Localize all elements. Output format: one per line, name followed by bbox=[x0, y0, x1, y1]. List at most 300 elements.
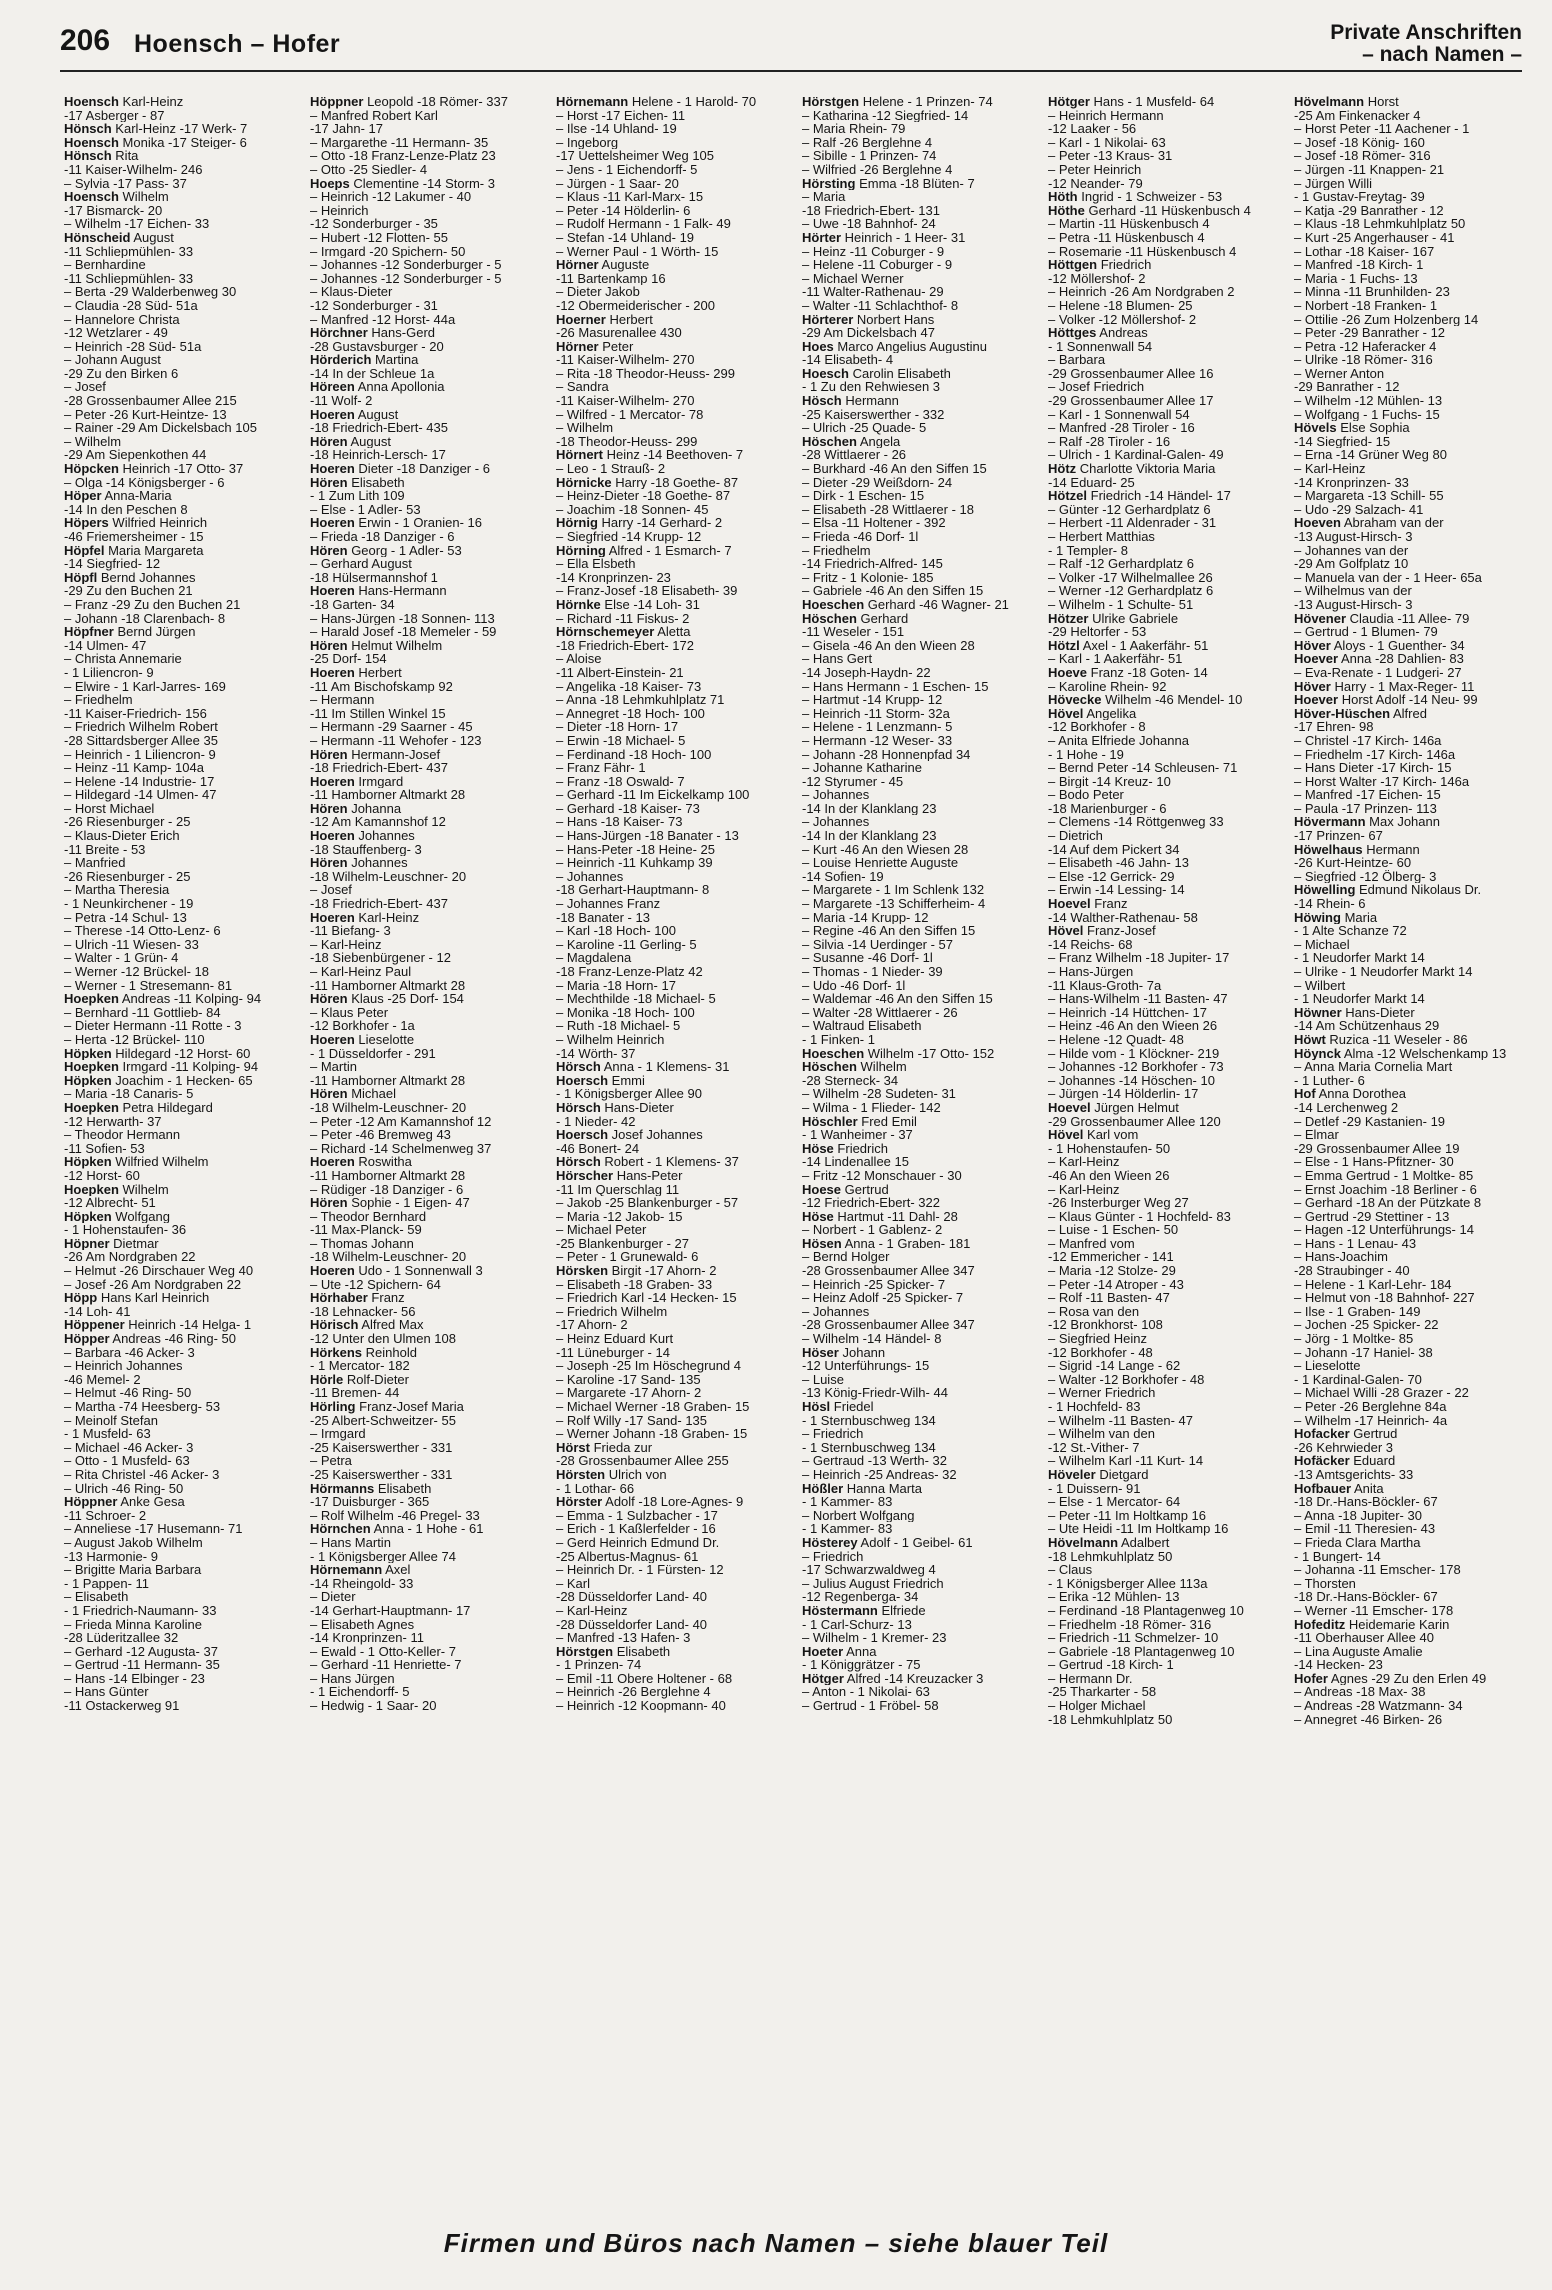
entry-text: – Volker -12 Möllershof- 2 bbox=[1048, 312, 1197, 327]
entry-text: - 1 Sternbuschweg 134 bbox=[802, 1413, 936, 1428]
entry-text: – Johannes bbox=[556, 869, 624, 884]
entry-text: – Ferdinand -18 Plantagenweg 10 bbox=[1048, 1603, 1244, 1618]
entry-text: – Michael Werner -18 Graben- 15 bbox=[556, 1400, 750, 1414]
entry-text: – Rudolf Hermann - 1 Falk- 49 bbox=[556, 217, 731, 231]
directory-entry bbox=[802, 1142, 1037, 1156]
entry-text: – Erna -14 Grüner Weg 80 bbox=[1294, 448, 1447, 463]
directory-entry-line bbox=[556, 177, 791, 191]
directory-entry-line bbox=[1048, 1441, 1283, 1455]
entry-text: – Elwire - 1 Karl-Jarres- 169 bbox=[64, 679, 226, 694]
directory-entry-line bbox=[802, 544, 1037, 558]
entry-surname: Hößler bbox=[802, 1481, 844, 1496]
directory-entry-line bbox=[1294, 530, 1529, 544]
directory-entry bbox=[1294, 707, 1529, 721]
entry-text: - 1 Mercator- 182 bbox=[310, 1359, 410, 1373]
directory-entry-line bbox=[1294, 231, 1529, 245]
directory-entry-line bbox=[1048, 1672, 1283, 1686]
entry-text: -29 Grossenbaumer Allee 16 bbox=[1048, 366, 1214, 381]
directory-entry bbox=[64, 122, 299, 136]
entry-text: -18 Franz-Lenze-Platz 42 bbox=[556, 965, 703, 979]
entry-text: Horst bbox=[1367, 95, 1399, 109]
entry-text: – Heinz -11 Coburger - 9 bbox=[802, 244, 945, 259]
directory-entry-line bbox=[1294, 788, 1529, 802]
directory-entry bbox=[310, 911, 545, 925]
directory-entry bbox=[310, 992, 545, 1006]
directory-entry-line bbox=[1294, 965, 1529, 979]
directory-entry-line bbox=[1048, 394, 1283, 408]
directory-entry-line bbox=[310, 693, 545, 707]
entry-text: – Sigrid -14 Lange - 62 bbox=[1048, 1359, 1181, 1373]
entry-text: – Maria -12 Stolze- 29 bbox=[1048, 1264, 1176, 1278]
directory-entry-line bbox=[1048, 1115, 1283, 1129]
directory-entry-line bbox=[802, 217, 1037, 231]
directory-entry-line bbox=[1048, 598, 1283, 612]
directory-entry-line bbox=[64, 1577, 299, 1591]
entry-text: -25 Blankenburger - 27 bbox=[556, 1236, 689, 1251]
directory-entry-line bbox=[556, 775, 791, 789]
entry-text: – Wolfgang - 1 Fuchs- 15 bbox=[1294, 407, 1440, 422]
entry-text: Anna -28 Dahlien- 83 bbox=[1340, 652, 1464, 666]
entry-text: – Jürgen -14 Hölderlin- 17 bbox=[1048, 1087, 1199, 1101]
directory-entry-line bbox=[64, 1658, 299, 1672]
entry-text: -28 Grossenbaumer Allee 347 bbox=[802, 1264, 975, 1278]
directory-entry-line bbox=[310, 1645, 545, 1659]
directory-entry-line bbox=[802, 924, 1037, 938]
entry-text: -28 Sittardsberger Allee 35 bbox=[64, 733, 218, 748]
entry-text: -13 Harmonie- 9 bbox=[64, 1549, 158, 1564]
entry-text: – Regine -46 An den Siffen 15 bbox=[802, 924, 976, 938]
entry-text: -18 Friedrich-Ebert- 435 bbox=[310, 421, 448, 435]
directory-entry-line bbox=[556, 666, 791, 680]
entry-text: -25 Albert-Schweitzer- 55 bbox=[310, 1413, 456, 1428]
entry-text: – Johannes -12 Borkhofer - 73 bbox=[1048, 1060, 1224, 1074]
entry-text: – Werner - 1 Stresemann- 81 bbox=[64, 978, 233, 993]
entry-surname: Hörnicke bbox=[556, 475, 612, 490]
entry-text: – Hartmut -14 Krupp- 12 bbox=[802, 693, 943, 707]
entry-text: Karl-Heinz -17 Werk- 7 bbox=[115, 122, 248, 136]
directory-entry-line bbox=[64, 829, 299, 843]
entry-text: -28 Sterneck- 34 bbox=[802, 1073, 899, 1088]
entry-text: -11 Schliepmühlen- 33 bbox=[64, 244, 194, 259]
entry-text: – Karl-Heinz bbox=[310, 937, 382, 952]
directory-entry-line bbox=[1048, 761, 1283, 775]
entry-text: - 1 Musfeld- 63 bbox=[64, 1427, 151, 1441]
directory-entry-line bbox=[802, 938, 1037, 952]
entry-text: Fred Emil bbox=[861, 1114, 917, 1129]
entry-text: -14 Sofien- 19 bbox=[802, 869, 884, 884]
directory-entry-line bbox=[64, 938, 299, 952]
entry-text: - 1 Luther- 6 bbox=[1294, 1073, 1365, 1088]
entry-text: – Franz Fähr- 1 bbox=[556, 761, 646, 775]
directory-entry bbox=[1294, 516, 1529, 530]
entry-text: -17 Schwarzwaldweg 4 bbox=[802, 1563, 936, 1577]
directory-entry-line bbox=[1048, 734, 1283, 748]
directory-entry bbox=[310, 95, 545, 109]
entry-text: – Bodo Peter bbox=[1048, 788, 1124, 802]
entry-surname: Höser bbox=[802, 1345, 839, 1360]
directory-entry bbox=[802, 177, 1037, 191]
directory-entry-line bbox=[1048, 1577, 1283, 1591]
entry-text: Peter bbox=[602, 339, 634, 354]
entry-text: – Margarete -13 Schifferheim- 4 bbox=[802, 897, 986, 911]
entry-text: – Bernd Holger bbox=[802, 1250, 890, 1265]
directory-entry-line bbox=[802, 1441, 1037, 1455]
directory-entry-line bbox=[1048, 965, 1283, 979]
directory-entry-line bbox=[64, 1590, 299, 1604]
entry-text: Helene - 1 Prinzen- 74 bbox=[862, 95, 993, 109]
directory-entry bbox=[310, 1318, 545, 1332]
directory-entry-line bbox=[556, 1427, 791, 1441]
entry-text: – Hans-Jürgen bbox=[1048, 965, 1134, 979]
entry-text: – Elmar bbox=[1294, 1128, 1339, 1142]
entry-text: – Barbara -46 Acker- 3 bbox=[64, 1345, 195, 1360]
entry-text: August bbox=[357, 407, 399, 422]
directory-entry-line bbox=[802, 951, 1037, 965]
entry-text: – Maria bbox=[802, 190, 846, 204]
entry-text: – Horst Walter -17 Kirch- 146a bbox=[1294, 774, 1470, 789]
entry-text: – Werner -12 Gerhardplatz 6 bbox=[1048, 584, 1214, 598]
directory-entry bbox=[64, 231, 299, 245]
directory-entry-line bbox=[1294, 217, 1529, 231]
entry-text: – Ralf -12 Gerhardplatz 6 bbox=[1048, 557, 1194, 571]
directory-entry-line bbox=[64, 1250, 299, 1264]
directory-entry-line bbox=[802, 1318, 1037, 1332]
entry-text: Angelika bbox=[1086, 706, 1137, 721]
directory-entry-line bbox=[556, 1658, 791, 1672]
entry-text: – Peter Heinrich bbox=[1048, 162, 1142, 177]
entry-text: – Silvia -14 Uerdinger - 57 bbox=[802, 937, 954, 952]
directory-entry-line bbox=[556, 1250, 791, 1264]
entry-surname: Hövel bbox=[1048, 1128, 1084, 1142]
entry-surname: Höpcken bbox=[64, 462, 119, 476]
entry-text: – Joseph -25 Im Höschegrund 4 bbox=[556, 1359, 741, 1373]
entry-text: Franz-Josef Maria bbox=[359, 1400, 464, 1414]
entry-text: -18 Garten- 34 bbox=[310, 597, 395, 612]
directory-entry-line bbox=[802, 1427, 1037, 1441]
entry-text: Martina bbox=[375, 353, 419, 367]
entry-text: – August Jakob Wilhelm bbox=[64, 1535, 203, 1550]
entry-text: -13 König-Friedr-Wilh- 44 bbox=[802, 1386, 948, 1400]
directory-entry bbox=[1048, 204, 1283, 218]
entry-text: – Johann -28 Honnenpfad 34 bbox=[802, 747, 971, 762]
entry-surname: Hötger bbox=[802, 1671, 844, 1686]
directory-entry-line bbox=[556, 802, 791, 816]
entry-text: – Jürgen Willi bbox=[1294, 176, 1373, 191]
directory-entry bbox=[310, 748, 545, 762]
entry-text: Anna - 1 Klemens- 31 bbox=[603, 1060, 730, 1074]
entry-surname: Hören bbox=[310, 543, 348, 558]
entry-surname: Hofer bbox=[1294, 1671, 1328, 1686]
entry-text: – Angelika -18 Kaiser- 73 bbox=[556, 679, 702, 694]
entry-surname: Hörterer bbox=[802, 312, 854, 327]
entry-text: -25 Kaiserswerther - 331 bbox=[310, 1440, 453, 1455]
entry-text: -26 Kehrwieder 3 bbox=[1294, 1440, 1393, 1455]
directory-entry-line bbox=[64, 788, 299, 802]
directory-entry-line bbox=[310, 843, 545, 857]
entry-text: – Siegfried -12 Ölberg- 3 bbox=[1294, 869, 1437, 884]
entry-text: – Franz -29 Zu den Buchen 21 bbox=[64, 597, 241, 612]
directory-entry-line bbox=[802, 1495, 1037, 1509]
directory-entry bbox=[802, 598, 1037, 612]
entry-text: – Anneliese -17 Husemann- 71 bbox=[64, 1522, 243, 1536]
directory-entry bbox=[310, 408, 545, 422]
directory-entry-line bbox=[556, 1006, 791, 1020]
directory-entry-line bbox=[556, 1183, 791, 1197]
entry-text: – Johannes -12 Sonderburger - 5 bbox=[310, 271, 502, 286]
entry-text: -12 Sonderburger - 35 bbox=[310, 217, 438, 231]
entry-text: Herbert bbox=[358, 665, 402, 680]
directory-entry-line bbox=[1294, 734, 1529, 748]
entry-text: -18 Lehnacker- 56 bbox=[310, 1304, 416, 1319]
entry-text: Friedel bbox=[833, 1400, 874, 1414]
entry-text: – Wilhelm -12 Mühlen- 13 bbox=[1294, 394, 1443, 408]
directory-entry-line bbox=[64, 870, 299, 884]
directory-entry bbox=[1294, 1618, 1529, 1632]
entry-text: – Heinrich -25 Andreas- 32 bbox=[802, 1467, 957, 1482]
entry-surname: Hövels bbox=[1294, 421, 1337, 435]
directory-entry-line bbox=[310, 788, 545, 802]
directory-entry-line bbox=[1048, 1250, 1283, 1264]
entry-text: – Dieter Jakob bbox=[556, 285, 640, 299]
entry-text: Wilhelm bbox=[122, 190, 169, 204]
directory-entry-line bbox=[802, 1291, 1037, 1305]
directory-entry-line bbox=[1294, 1060, 1529, 1074]
directory-entry-line bbox=[802, 1658, 1037, 1672]
entry-text: Hans-Gerd bbox=[371, 326, 435, 340]
directory-entry bbox=[1294, 843, 1529, 857]
entry-text: – Peter - 1 Grunewald- 6 bbox=[556, 1250, 699, 1265]
entry-text: – Lothar -18 Kaiser- 167 bbox=[1294, 244, 1435, 259]
directory-entry-line bbox=[802, 802, 1037, 816]
directory-entry-line bbox=[1294, 598, 1529, 612]
directory-entry-line bbox=[1048, 1414, 1283, 1428]
entry-text: -18 Hülsermannshof 1 bbox=[310, 570, 438, 585]
directory-entry-line bbox=[310, 1237, 545, 1251]
entry-text: – Horst -17 Eichen- 11 bbox=[556, 108, 686, 123]
directory-entry-line bbox=[1294, 775, 1529, 789]
directory-entry-line bbox=[310, 1019, 545, 1033]
entry-text: – Ralf -28 Tiroler - 16 bbox=[1048, 434, 1171, 449]
entry-text: – Elisabeth -18 Graben- 33 bbox=[556, 1277, 713, 1292]
directory-entry bbox=[556, 1169, 791, 1183]
name-range: Hoensch – Hofer bbox=[134, 30, 341, 58]
directory-entry-line bbox=[310, 720, 545, 734]
entry-text: – Margarete - 1 Im Schlenk 132 bbox=[802, 883, 985, 898]
directory-entry-line bbox=[802, 1618, 1037, 1632]
entry-text: – Heinrich Johannes bbox=[64, 1359, 183, 1373]
directory-entry-line bbox=[310, 1359, 545, 1373]
directory-entry-line bbox=[802, 1699, 1037, 1713]
directory-entry-line bbox=[802, 748, 1037, 762]
directory-entry-line bbox=[1294, 245, 1529, 259]
entry-text: – Hans -18 Kaiser- 73 bbox=[556, 815, 683, 830]
directory-entry-line bbox=[1048, 530, 1283, 544]
entry-text: -11 Hamborner Altmarkt 28 bbox=[310, 1073, 466, 1088]
entry-text: – Waldemar -46 An den Siffen 15 bbox=[802, 992, 993, 1006]
entry-surname: Hörling bbox=[310, 1400, 356, 1414]
entry-text: – Gertrud - 1 Blumen- 79 bbox=[1294, 625, 1438, 639]
entry-text: -25 Tharkarter - 58 bbox=[1048, 1685, 1157, 1700]
directory-entry bbox=[802, 1400, 1037, 1414]
entry-text: – Udo -29 Salzach- 41 bbox=[1294, 502, 1424, 517]
directory-entry-line bbox=[64, 1019, 299, 1033]
entry-text: – Bernhardine bbox=[64, 258, 146, 272]
directory-entry-line bbox=[310, 870, 545, 884]
entry-text: – Karoline -11 Gerling- 5 bbox=[556, 937, 697, 952]
directory-entry-line bbox=[1048, 122, 1283, 136]
directory-entry-line bbox=[802, 761, 1037, 775]
entry-text: – Karl - 1 Sonnenwall 54 bbox=[1048, 407, 1190, 422]
entry-text: Horst Adolf -14 Neu- 99 bbox=[1341, 693, 1478, 707]
directory-entry-line bbox=[1048, 353, 1283, 367]
entry-text: – Wilhelm -17 Heinrich- 4a bbox=[1294, 1413, 1448, 1428]
entry-text: – Helene - 1 Lenzmann- 5 bbox=[802, 720, 953, 734]
entry-text: – Else - 1 Mercator- 64 bbox=[1048, 1495, 1181, 1509]
entry-surname: Hörst bbox=[556, 1440, 590, 1455]
entry-surname: Hören bbox=[310, 475, 348, 490]
entry-text: -14 Siegfried- 12 bbox=[64, 557, 161, 571]
entry-text: - 1 Hochfeld- 83 bbox=[1048, 1400, 1141, 1414]
entry-text: -26 Masurenallee 430 bbox=[556, 326, 682, 340]
entry-text: – Heinrich -26 Berglehne 4 bbox=[556, 1685, 711, 1700]
entry-text: -29 Am Dickelsbach 47 bbox=[802, 326, 935, 340]
entry-text: -46 Memel- 2 bbox=[64, 1372, 141, 1387]
entry-text: – Hedwig - 1 Saar- 20 bbox=[310, 1699, 437, 1713]
directory-entry-line bbox=[1294, 313, 1529, 327]
directory-entry-line bbox=[802, 1196, 1037, 1210]
section-title-line1: Private Anschriften bbox=[1330, 21, 1522, 44]
directory-entry bbox=[310, 1400, 545, 1414]
entry-text: – Wilhelm van den bbox=[1048, 1427, 1155, 1441]
entry-text: - 1 Hohenstaufen- 36 bbox=[64, 1223, 187, 1237]
entry-text: -14 Kronprinzen- 23 bbox=[556, 570, 671, 585]
directory-entry-line bbox=[310, 204, 545, 218]
entry-surname: Höttges bbox=[1048, 326, 1097, 340]
entry-text: – Hermann bbox=[310, 693, 375, 707]
directory-entry-line bbox=[802, 707, 1037, 721]
entry-text: – Johannes van der bbox=[1294, 543, 1409, 558]
entry-text: – Frieda Clara Martha bbox=[1294, 1535, 1421, 1550]
directory-entry bbox=[556, 258, 791, 272]
entry-surname: Hoes bbox=[802, 339, 834, 354]
directory-entry-line bbox=[64, 285, 299, 299]
entry-text: -18 Theodor-Heuss- 299 bbox=[556, 434, 698, 449]
entry-text: – Kurt -25 Angerhauser - 41 bbox=[1294, 230, 1455, 245]
entry-text: – Walter - 1 Grün- 4 bbox=[64, 951, 179, 965]
header-divider bbox=[60, 70, 1522, 72]
entry-text: -12 Styrumer - 45 bbox=[802, 774, 904, 789]
directory-entry-line bbox=[1048, 1183, 1283, 1197]
entry-text: Adolf -18 Lore-Agnes- 9 bbox=[605, 1495, 744, 1509]
directory-entry-line bbox=[556, 652, 791, 666]
directory-entry-line bbox=[310, 761, 545, 775]
entry-text: – Wilhelm bbox=[556, 421, 614, 435]
directory-entry-line bbox=[64, 313, 299, 327]
entry-text: – Herbert Matthias bbox=[1048, 530, 1155, 544]
entry-text: Heinrich - 1 Heer- 31 bbox=[844, 230, 966, 245]
directory-entry-line bbox=[1294, 489, 1529, 503]
entry-text: -12 St.-Vither- 7 bbox=[1048, 1440, 1140, 1455]
entry-surname: Höver bbox=[1294, 638, 1331, 653]
entry-text: -18 Wilhelm-Leuschner- 20 bbox=[310, 869, 467, 884]
entry-text: – Susanne -46 Dorf- 1l bbox=[802, 951, 933, 965]
directory-entry-line bbox=[64, 911, 299, 925]
entry-text: – Frieda -46 Dorf- 1l bbox=[802, 530, 919, 544]
directory-entry-line bbox=[310, 530, 545, 544]
directory-entry bbox=[1048, 612, 1283, 626]
entry-text: Gertrud bbox=[1353, 1427, 1398, 1441]
directory-entry bbox=[1294, 639, 1529, 653]
entry-text: Klaus -25 Dorf- 154 bbox=[351, 992, 464, 1006]
entry-text: – Ella Elsbeth bbox=[556, 557, 636, 571]
directory-entry bbox=[802, 1060, 1037, 1074]
entry-text: -11 Hamborner Altmarkt 28 bbox=[310, 1168, 466, 1183]
entry-text: – Hans Martin bbox=[310, 1535, 391, 1550]
directory-entry-line bbox=[310, 190, 545, 204]
directory-entry-line bbox=[64, 109, 299, 123]
directory-entry-line bbox=[64, 204, 299, 218]
directory-entry-line bbox=[64, 1373, 299, 1387]
directory-entry-line bbox=[310, 979, 545, 993]
entry-text: -14 Lerchenweg 2 bbox=[1294, 1100, 1399, 1115]
entry-text: Hermann bbox=[1366, 842, 1420, 857]
entry-text: -18 Friedrich-Ebert- 172 bbox=[556, 638, 694, 653]
directory-entry-line bbox=[1048, 992, 1283, 1006]
directory-entry bbox=[1294, 1033, 1529, 1047]
entry-text: -11 Hamborner Altmarkt 28 bbox=[310, 788, 466, 802]
directory-entry-line bbox=[1294, 1699, 1529, 1713]
directory-entry-line bbox=[64, 720, 299, 734]
directory-entry bbox=[1048, 462, 1283, 476]
entry-text: – Leo - 1 Strauß- 2 bbox=[556, 462, 666, 476]
entry-text: Anna - 1 Hohe - 61 bbox=[373, 1522, 484, 1536]
directory-entry bbox=[310, 1346, 545, 1360]
entry-surname: Hövecke bbox=[1048, 693, 1102, 707]
entry-text: – Josef bbox=[310, 883, 352, 898]
entry-text: -12 Obermeiderischer - 200 bbox=[556, 298, 715, 313]
directory-entry-line bbox=[556, 734, 791, 748]
entry-text: -29 Heltorfer - 53 bbox=[1048, 625, 1147, 639]
entry-text: -14 In der Klanklang 23 bbox=[802, 829, 937, 843]
directory-entry bbox=[802, 1536, 1037, 1550]
directory-entry-line bbox=[1294, 584, 1529, 598]
entry-text: - 1 Zu den Rehwiesen 3 bbox=[802, 380, 941, 395]
directory-column-4 bbox=[802, 95, 1037, 2205]
directory-entry-line bbox=[1294, 1183, 1529, 1197]
entry-text: -14 Auf dem Pickert 34 bbox=[1048, 842, 1180, 857]
entry-text: - 1 Königsberger Allee 74 bbox=[310, 1549, 456, 1564]
entry-text: – Hermann -11 Wehofer - 123 bbox=[310, 733, 482, 748]
entry-text: Georg - 1 Adler- 53 bbox=[351, 543, 462, 558]
directory-entry bbox=[802, 340, 1037, 354]
directory-entry-line bbox=[556, 1631, 791, 1645]
directory-entry-line bbox=[1048, 109, 1283, 123]
directory-entry-line bbox=[64, 1115, 299, 1129]
entry-text: -18 Friedrich-Ebert- 131 bbox=[802, 203, 940, 218]
directory-entry-line bbox=[64, 815, 299, 829]
directory-entry-line bbox=[310, 503, 545, 517]
directory-entry-line bbox=[802, 856, 1037, 870]
directory-entry-line bbox=[310, 883, 545, 897]
directory-entry bbox=[802, 1604, 1037, 1618]
directory-entry bbox=[310, 1155, 545, 1169]
entry-text: – Gabriele -18 Plantagenweg 10 bbox=[1048, 1644, 1235, 1659]
entry-text: – Michael bbox=[1294, 937, 1350, 952]
directory-entry-line bbox=[556, 122, 791, 136]
entry-text: – Heinrich bbox=[310, 203, 369, 218]
entry-text: – Anna -18 Lehmkuhlplatz 71 bbox=[556, 693, 725, 707]
entry-text: – Heinz -46 An den Wieen 26 bbox=[1048, 1019, 1218, 1033]
